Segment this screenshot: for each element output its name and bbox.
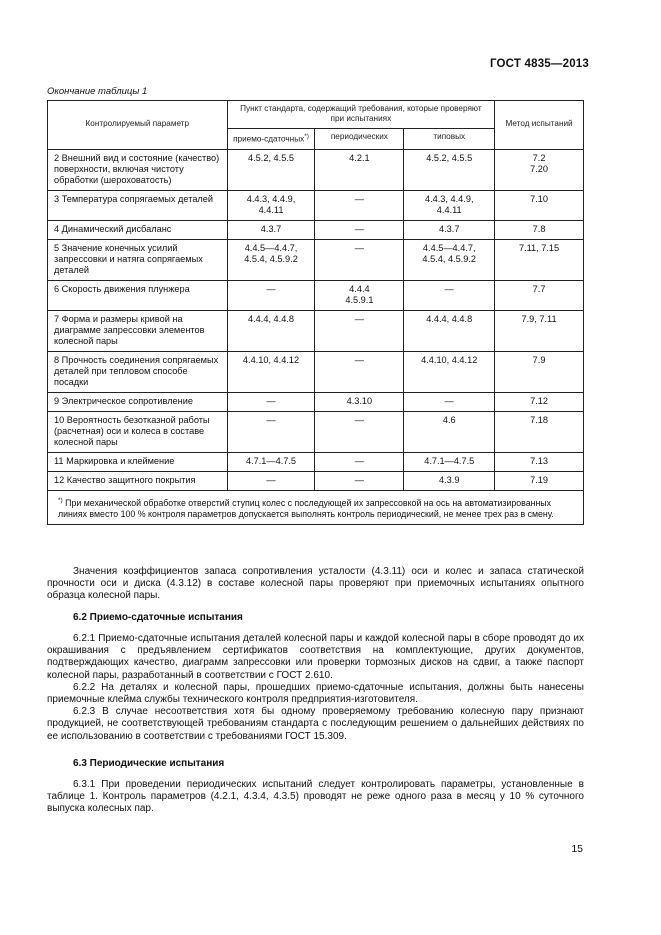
cell-parameter: 12 Качество защитного покрытия bbox=[48, 471, 228, 490]
table-row bbox=[48, 452, 584, 471]
cell-parameter: 3 Температура сопрягаемых деталей bbox=[48, 190, 228, 220]
cell-parameter: 6 Скорость движения плунжера bbox=[48, 280, 228, 310]
cell-method: 7.9, 7.11 bbox=[495, 310, 584, 351]
paragraph-6-2-1: 6.2.1 Приемо-сдаточные испытания деталей колесной пары и каждой колесной пары в сборе проводят до их окрашивания с предъявлением сертификатов соответствия на комплектующие, других документов, подтверждающих качество, диаграмм запрессовки или проверки тормозных дисков на сдвиг, а также паспорт колесной пары, разработанный в соответствии с ГОСТ 2.610. bbox=[47, 633, 584, 681]
cell-periodic: — bbox=[315, 351, 404, 392]
header-type-tests: типовых bbox=[404, 129, 495, 150]
cell-parameter: 4 Динамический дисбаланс bbox=[48, 220, 228, 239]
header-acceptance: приемо-сдаточных*) bbox=[227, 129, 315, 150]
paragraph-6-2-3: 6.2.3 В случае несоответствия хотя бы одному проверяемому требованию колесную пару признают продукцией, не соответствующей требованиям стандарта с последующим решением о дальнейших действиях по ее использованию в соответствии с требованиями ГОСТ 15.309. bbox=[47, 706, 584, 742]
cell-periodic: — bbox=[315, 452, 404, 471]
cell-acceptance: 4.7.1—4.7.5 bbox=[227, 452, 315, 471]
cell-acceptance: 4.4.3, 4.4.9, 4.4.11 bbox=[227, 190, 315, 220]
cell-method: 7.10 bbox=[495, 190, 584, 220]
section-heading-6-3: 6.3 Периодические испытания bbox=[73, 758, 225, 769]
cell-method: 7.11, 7.15 bbox=[495, 239, 584, 280]
cell-type-tests: 4.4.4, 4.4.8 bbox=[404, 310, 495, 351]
table-row bbox=[48, 149, 584, 190]
table-row bbox=[48, 411, 584, 452]
section-6-3-body bbox=[47, 779, 584, 816]
cell-parameter: 7 Форма и размеры кривой на диаграмме запрессовки элементов колесной пары bbox=[48, 310, 228, 351]
table-row bbox=[48, 190, 584, 220]
cell-method: 7.19 bbox=[495, 471, 584, 490]
cell-parameter: 10 Вероятность безотказной работы (расчетная) оси и колеса в составе колесной пары bbox=[48, 411, 228, 452]
table-caption: Окончание таблицы 1 bbox=[47, 86, 148, 97]
section-6-2-body bbox=[47, 633, 584, 743]
table-row bbox=[48, 280, 584, 310]
cell-periodic: — bbox=[315, 310, 404, 351]
cell-acceptance: 4.4.5—4.4.7, 4.5.4, 4.5.9.2 bbox=[227, 239, 315, 280]
footnote-mark: *) bbox=[304, 133, 309, 140]
cell-type-tests: 4.4.10, 4.4.12 bbox=[404, 351, 495, 392]
paragraph-6-3-1: 6.3.1 При проведении периодических испытаний следует контролировать параметры, установленные в таблице 1. Контроль параметров (4.2.1, 4.3.4, 4.3.5) проводят не реже одного раза в месяц у 10 % суточного выпуска колесных пар. bbox=[47, 779, 584, 815]
cell-type-tests: 4.5.2, 4.5.5 bbox=[404, 149, 495, 190]
cell-method: 7.12 bbox=[495, 392, 584, 411]
inspection-table bbox=[47, 100, 584, 525]
page-number: 15 bbox=[571, 843, 583, 855]
cell-parameter: 9 Электрическое сопротивление bbox=[48, 392, 228, 411]
cell-acceptance: — bbox=[227, 411, 315, 452]
cell-type-tests: 4.6 bbox=[404, 411, 495, 452]
table-row bbox=[48, 239, 584, 280]
intro-paragraph: Значения коэффициентов запаса сопротивления усталости (4.3.11) оси и колес и запаса статической прочности оси и диска (4.3.12) в составе колесной пары проверяют при приемочных испытаниях опытного образца колесной пары. bbox=[47, 566, 584, 602]
cell-parameter: 8 Прочность соединения сопрягаемых деталей при тепловом способе посадки bbox=[48, 351, 228, 392]
cell-acceptance: — bbox=[227, 392, 315, 411]
cell-type-tests: — bbox=[404, 392, 495, 411]
cell-type-tests: 4.3.9 bbox=[404, 471, 495, 490]
cell-type-tests: 4.3.7 bbox=[404, 220, 495, 239]
header-periodic: периодических bbox=[315, 129, 404, 150]
cell-periodic: 4.2.1 bbox=[315, 149, 404, 190]
cell-method: 7.7 bbox=[495, 280, 584, 310]
cell-periodic: — bbox=[315, 190, 404, 220]
table-row bbox=[48, 471, 584, 490]
cell-type-tests: — bbox=[404, 280, 495, 310]
table-footnote: *) При механической обработке отверстий ступиц колес с последующей их запрессовкой на ось на автоматизированных линиях вместо 100 % контроля параметров допускается выполнять контроль периодический, не менее трех раз в смену. bbox=[48, 490, 584, 524]
cell-method: 7.8 bbox=[495, 220, 584, 239]
cell-acceptance: 4.5.2, 4.5.5 bbox=[227, 149, 315, 190]
header-standard-clause: Пункт стандарта, содержащий требования, которые проверяют при испытаниях bbox=[227, 101, 495, 129]
cell-method: 7.18 bbox=[495, 411, 584, 452]
document-designation: ГОСТ 4835—2013 bbox=[489, 58, 589, 70]
cell-acceptance: 4.4.4, 4.4.8 bbox=[227, 310, 315, 351]
header-test-method: Метод испытаний bbox=[495, 101, 584, 150]
table-row bbox=[48, 392, 584, 411]
cell-acceptance: — bbox=[227, 471, 315, 490]
cell-method: 7.9 bbox=[495, 351, 584, 392]
cell-acceptance: — bbox=[227, 280, 315, 310]
cell-acceptance: 4.3.7 bbox=[227, 220, 315, 239]
cell-type-tests: 4.4.5—4.4.7, 4.5.4, 4.5.9.2 bbox=[404, 239, 495, 280]
cell-parameter: 11 Маркировка и клеймение bbox=[48, 452, 228, 471]
table-row bbox=[48, 220, 584, 239]
cell-periodic: — bbox=[315, 411, 404, 452]
cell-periodic: 4.3.10 bbox=[315, 392, 404, 411]
cell-periodic: 4.4.4 4.5.9.1 bbox=[315, 280, 404, 310]
cell-type-tests: 4.7.1—4.7.5 bbox=[404, 452, 495, 471]
cell-parameter: 5 Значение конечных усилий запрессовки и натяга сопрягаемых деталей bbox=[48, 239, 228, 280]
header-parameter: Контролируемый параметр bbox=[48, 101, 228, 150]
cell-periodic: — bbox=[315, 220, 404, 239]
table-row bbox=[48, 310, 584, 351]
cell-periodic: — bbox=[315, 239, 404, 280]
cell-method: 7.13 bbox=[495, 452, 584, 471]
cell-method: 7.2 7.20 bbox=[495, 149, 584, 190]
cell-parameter: 2 Внешний вид и состояние (качество) поверхности, включая чистоту обработки (шероховатость) bbox=[48, 149, 228, 190]
paragraph-6-2-2: 6.2.2 На деталях и колесной пары, прошедших приемо-сдаточные испытания, должны быть нанесены приемочные клейма службы технического контроля предприятия-изготовителя. bbox=[47, 681, 584, 706]
table-row bbox=[48, 351, 584, 392]
section-heading-6-2: 6.2 Приемо-сдаточные испытания bbox=[73, 612, 243, 623]
cell-periodic: — bbox=[315, 471, 404, 490]
cell-type-tests: 4.4.3, 4.4.9, 4.4.11 bbox=[404, 190, 495, 220]
cell-acceptance: 4.4.10, 4.4.12 bbox=[227, 351, 315, 392]
